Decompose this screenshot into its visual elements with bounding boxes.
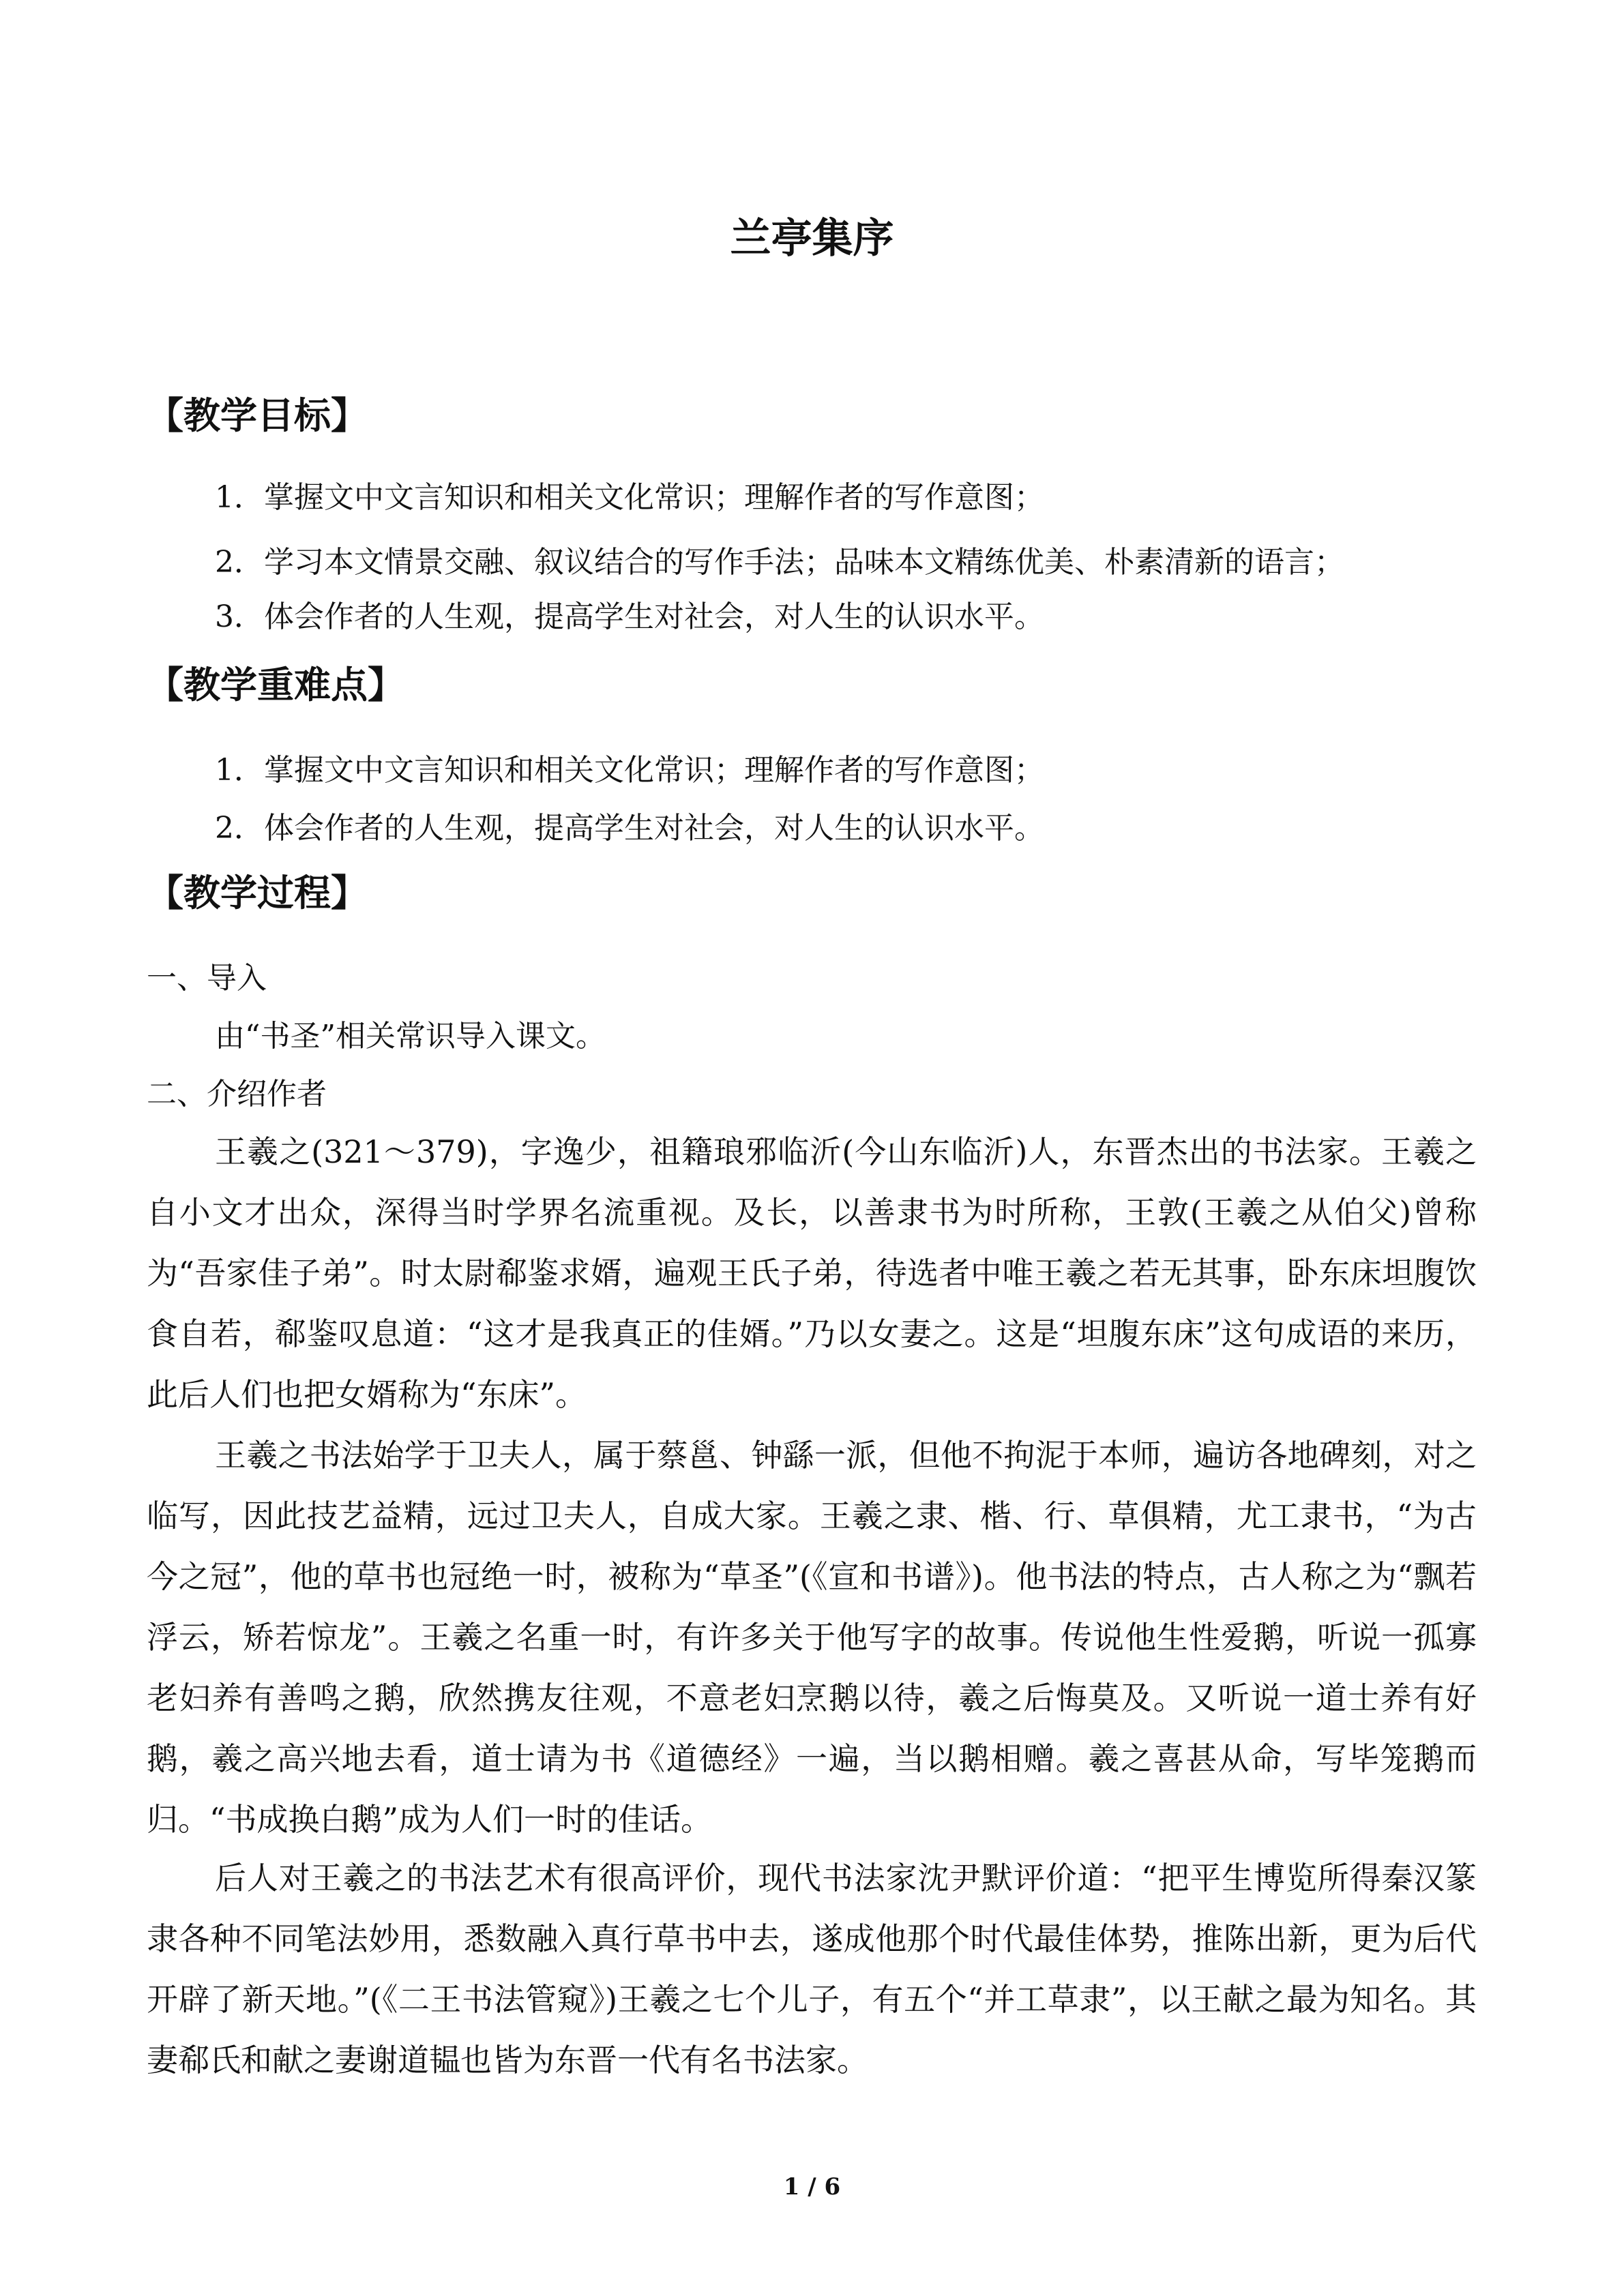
objective-item-3: 3．体会作者的人生观，提高学生对社会，对人生的认识水平。 — [215, 599, 1044, 634]
page-indicator: 1 / 6 — [783, 2173, 841, 2201]
intro-text: 由“书圣”相关常识导入课文。 — [215, 1019, 606, 1054]
author-paragraph-2: 王羲之书法始学于卫夫人，属于蔡邕、钟繇一派，但他不拘泥于本师，遍访各地碑刻，对之临写，因此技艺益精，远过卫夫人，自成大家。王羲之隶、楷、行、草俱精，尤工隶书，“为古今之冠”，他的草书也冠绝一时，被称为“草圣”(《宣和书谱》)。他书法的特点，古人称之为“飘若浮云，矫若惊龙”。王羲之名重一时，有许多关于他写字的故事。传说他生性爱鹅，听说一孤寡老妇养有善鸣之鹅，欣然携友往观，不意老妇烹鹅以待，羲之后悔莫及。又听说一道士养有好鹅，羲之高兴地去看，道士请为书《道德经》一遍，当以鹅相赠。羲之喜甚从命，写毕笼鹅而归。“书成换白鹅”成为人们一时的佳话。 — [147, 1437, 1477, 1838]
objective-item-2: 2．学习本文情景交融、叙议结合的写作手法；品味本文精练优美、朴素清新的语言； — [215, 545, 1344, 580]
author-paragraph-3: 后人对王羲之的书法艺术有很高评价，现代书法家沈尹默评价道：“把平生博览所得秦汉篆隶各种不同笔法妙用，悉数融入真行草书中去，遂成他那个时代最佳体势，推陈出新，更为后代开辟了新天地。”(《二王书法管窥》)王羲之七个儿子，有五个“并工草隶”，以王献之最为知名。其妻郗氏和献之妻谢道韫也皆为东晋一代有名书法家。 — [147, 1860, 1477, 2078]
process-heading: 【教学过程】 — [147, 871, 368, 914]
objective-item-1: 1．掌握文中文言知识和相关文化常识；理解作者的写作意图； — [215, 480, 1044, 515]
key-point-item-2: 2．体会作者的人生观，提高学生对社会，对人生的认识水平。 — [215, 811, 1044, 846]
objectives-heading: 【教学目标】 — [147, 394, 368, 437]
author-heading: 二、介绍作者 — [147, 1077, 327, 1112]
intro-heading: 一、导入 — [147, 961, 267, 996]
key-points-heading: 【教学重难点】 — [147, 664, 404, 706]
author-paragraph-1: 王羲之(321～379)，字逸少，祖籍琅邪临沂(今山东临沂)人，东晋杰出的书法家。王羲之自小文才出众，深得当时学界名流重视。及长，以善隶书为时所称，王敦(王羲之从伯父)曾称为“吾家佳子弟”。时太尉郗鉴求婿，遍观王氏子弟，待选者中唯王羲之若无其事，卧东床坦腹饮食自若，郗鉴叹息道：“这才是我真正的佳婿。”乃以女妻之。这是“坦腹东床”这句成语的来历，此后人们也把女婿称为“东床”。 — [147, 1133, 1477, 1413]
document-title: 兰亭集序 — [730, 215, 894, 263]
key-point-item-1: 1．掌握文中文言知识和相关文化常识；理解作者的写作意图； — [215, 753, 1044, 788]
